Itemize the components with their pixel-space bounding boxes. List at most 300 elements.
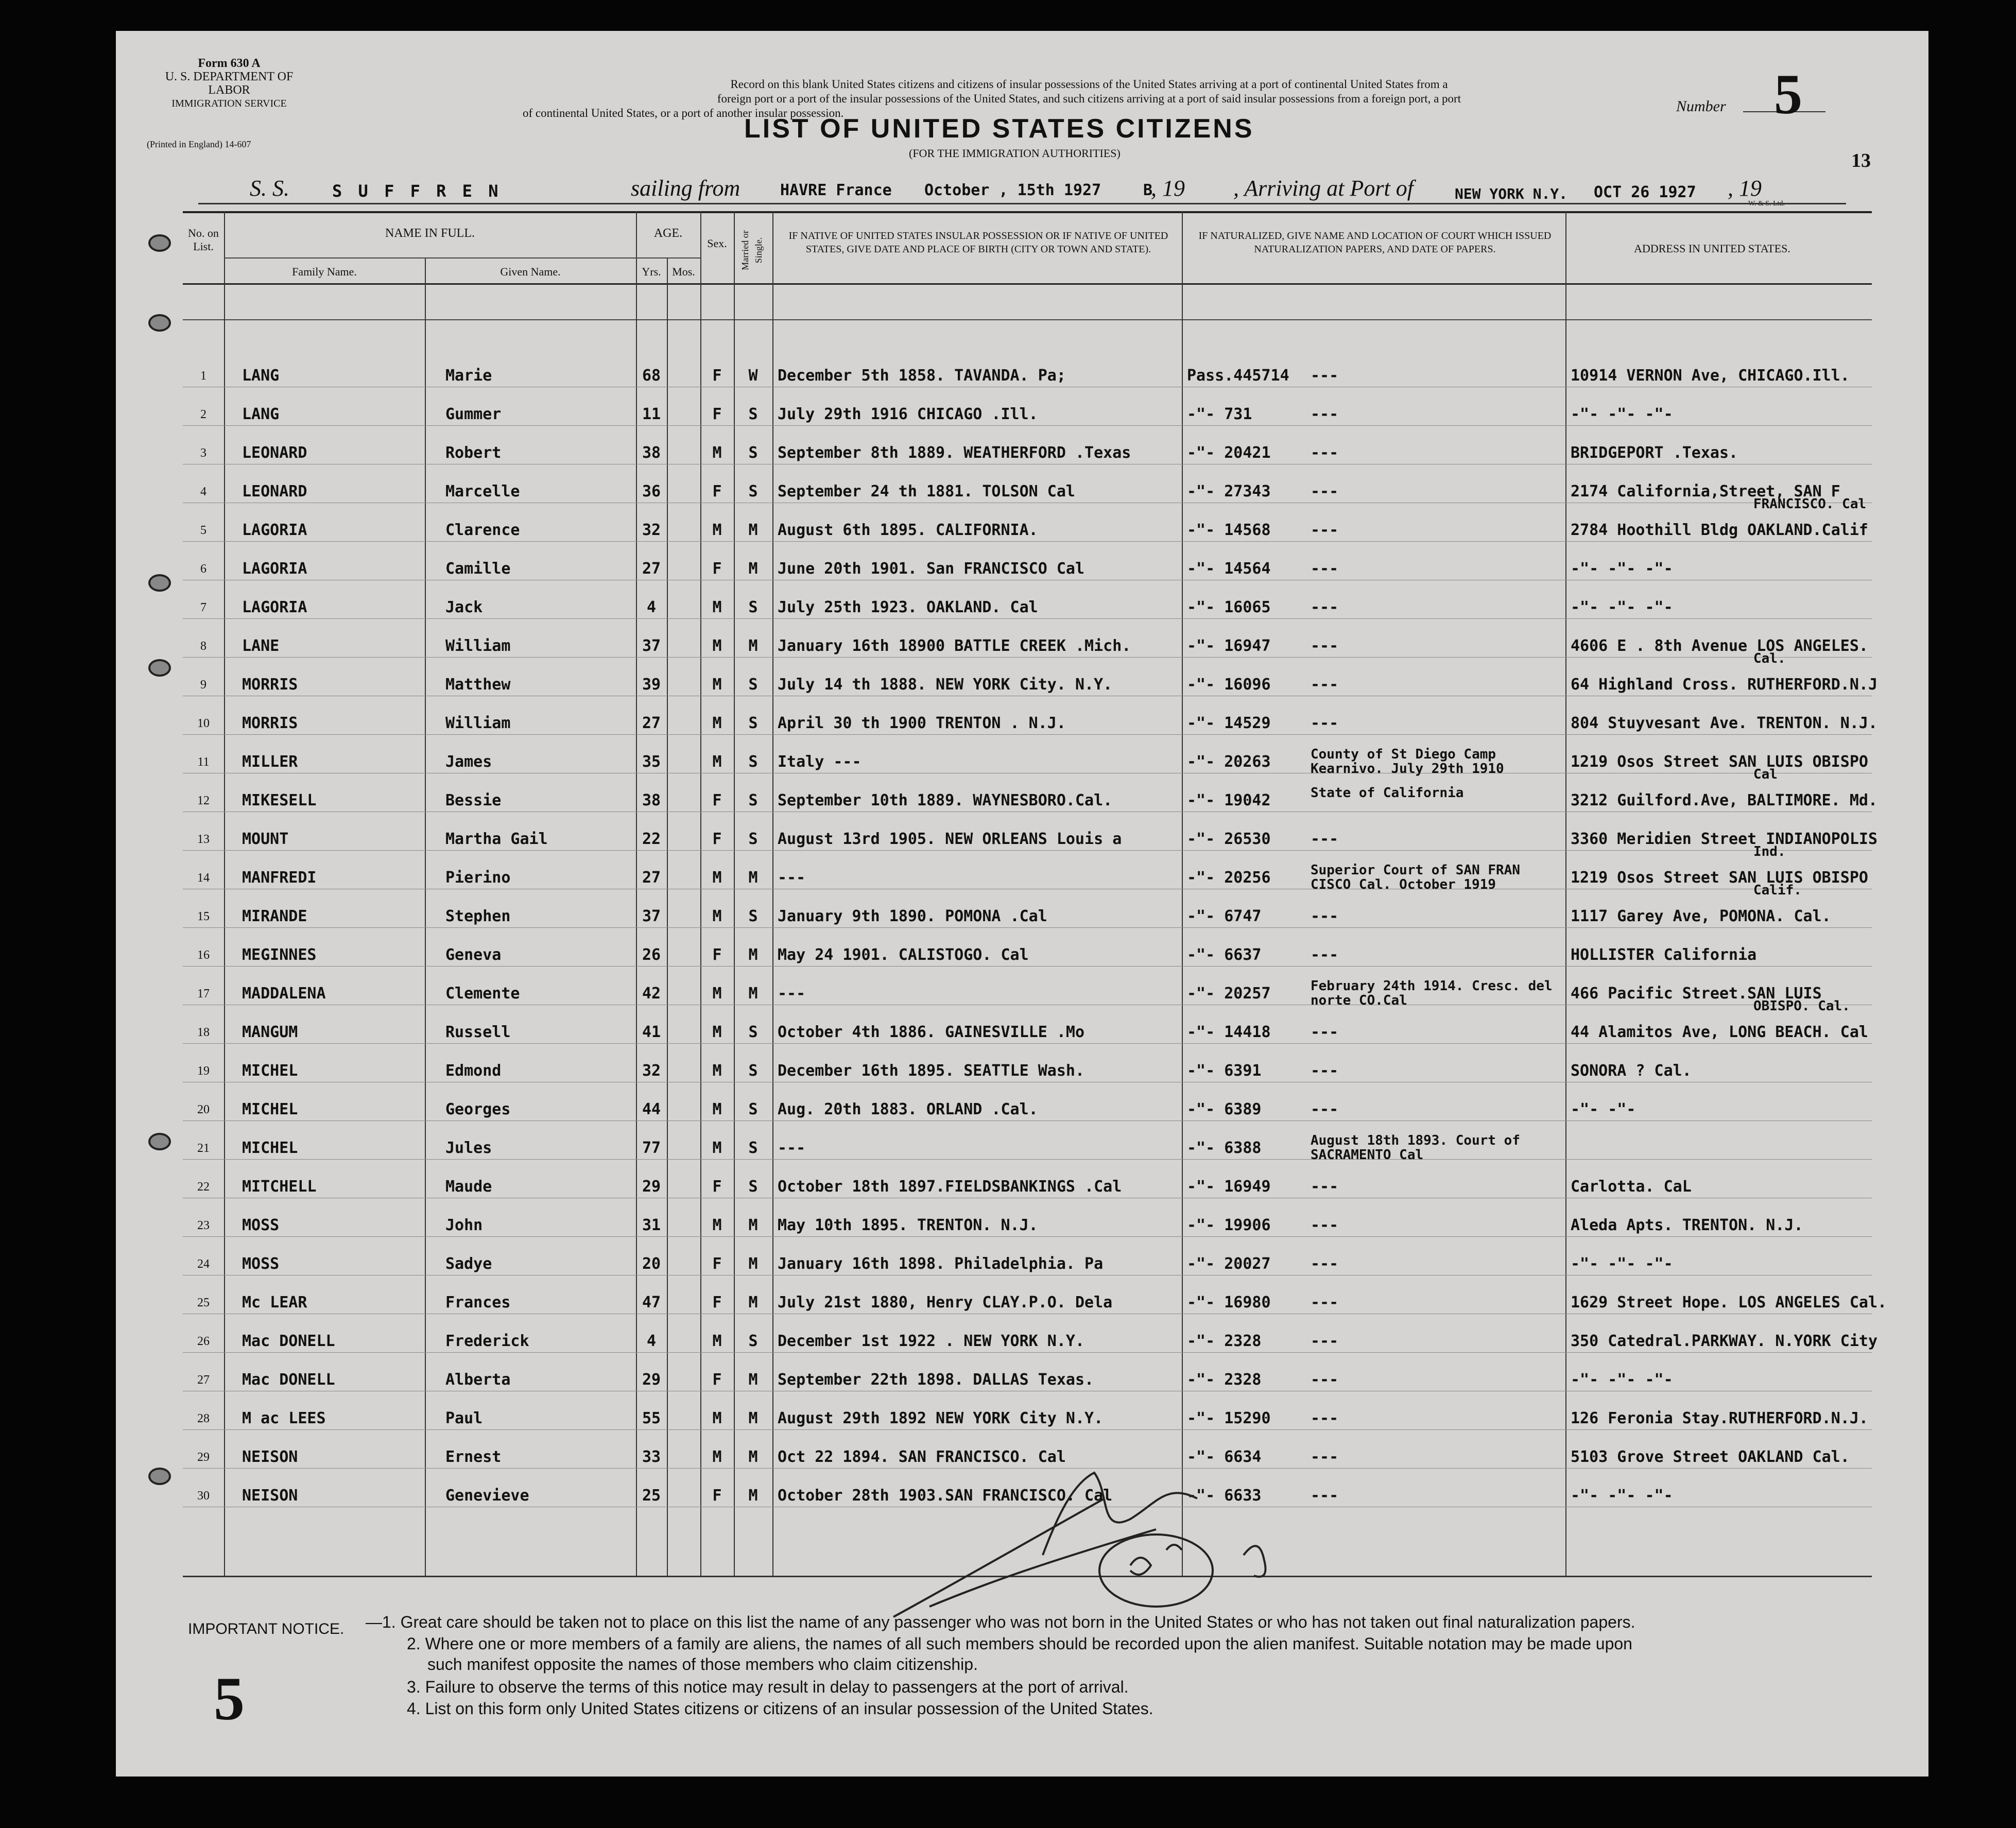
birth-info: September 8th 1889. WEATHERFORD .Texas (778, 444, 1131, 462)
marital-status: S (748, 1100, 758, 1118)
given-name: Clarence (445, 521, 520, 539)
address: 466 Pacific Street.SAN LUIS (1571, 985, 1822, 1003)
marital-status: S (748, 1023, 758, 1041)
naturalization-court: --- (1311, 1332, 1339, 1350)
naturalization-court: --- (1311, 1487, 1339, 1505)
birth-info: August 29th 1892 NEW YORK City N.Y. (778, 1409, 1104, 1427)
row-number: 14 (197, 871, 210, 885)
sex: F (712, 1371, 722, 1389)
marital-status: M (748, 946, 758, 964)
given-name: Frances (445, 1294, 511, 1312)
birth-info: September 10th 1889. WAYNESBORO.Cal. (778, 791, 1113, 809)
manifest-page (116, 31, 1928, 1777)
birth-info: August 13rd 1905. NEW ORLEANS Louis a (778, 830, 1122, 848)
certificate-number: -"- 14418 (1187, 1023, 1271, 1041)
address: 10914 VERNON Ave, CHICAGO.Ill. (1571, 367, 1850, 385)
sex: F (712, 367, 722, 385)
given-name: Clemente (445, 985, 520, 1003)
address: 5103 Grove Street OAKLAND Cal. (1571, 1448, 1850, 1466)
marital-status: M (748, 637, 758, 655)
birth-info: January 16th 18900 BATTLE CREEK .Mich. (778, 637, 1131, 655)
address: -"- -"- -"- (1571, 405, 1673, 423)
row-rule (183, 850, 1872, 851)
given-name: John (445, 1216, 483, 1234)
given-name: Robert (445, 444, 502, 462)
given-name: William (445, 637, 511, 655)
marital-status: S (748, 1178, 758, 1196)
address: 4606 E . 8th Avenue LOS ANGELES. (1571, 637, 1868, 655)
given-name: Matthew (445, 676, 511, 694)
number-value: 5 (1774, 63, 1802, 126)
naturalization-court: --- (1311, 521, 1339, 539)
age-years: 36 (642, 482, 661, 501)
age-years: 35 (642, 753, 661, 771)
marital-status: M (748, 1409, 758, 1427)
col-head-mos: Mos. (672, 265, 695, 278)
family-name: MEGINNES (242, 946, 317, 964)
department: U. S. DEPARTMENT OF LABOR (165, 70, 294, 97)
naturalization-court: State of California (1311, 785, 1464, 801)
age-years: 39 (642, 676, 661, 694)
marital-status: M (748, 1371, 758, 1389)
binder-hole (148, 659, 171, 677)
certificate-number: -"- 6634 (1187, 1448, 1262, 1466)
col-divider-no (224, 211, 225, 1576)
row-rule (183, 966, 1872, 967)
naturalization-court: --- (1311, 714, 1339, 732)
family-name: MICHEL (242, 1062, 298, 1080)
address: -"- -"- -"- (1571, 598, 1673, 616)
form-title: LIST OF UNITED STATES CITIZENS (744, 114, 1254, 144)
address: -"- -"- -"- (1571, 560, 1673, 578)
age-years: 44 (642, 1100, 661, 1118)
birth-info: May 10th 1895. TRENTON. N.J. (778, 1216, 1038, 1234)
sex: M (712, 985, 722, 1003)
col-head-sex: Sex. (707, 237, 727, 250)
certificate-number: -"- 20263 (1187, 753, 1271, 771)
sailing-date: October , 15th 1927 (924, 181, 1101, 199)
sex: F (712, 1178, 722, 1196)
naturalization-court: --- (1311, 830, 1339, 848)
row-rule (183, 657, 1872, 658)
row-number: 25 (197, 1296, 210, 1309)
row-number: 12 (197, 794, 210, 807)
notice-item-2b: such manifest opposite the names of those members who claim citizenship. (427, 1655, 978, 1674)
row-number: 9 (200, 678, 206, 692)
family-name: Mac DONELL (242, 1371, 335, 1389)
family-name: LAGORIA (242, 521, 307, 539)
page-stamp: 13 (1851, 150, 1871, 171)
marital-status: S (748, 753, 758, 771)
row-rule (183, 425, 1872, 426)
address: 1219 Osos Street SAN LUIS OBISPO (1571, 753, 1868, 771)
certificate-number: -"- 20027 (1187, 1255, 1271, 1273)
certificate-number: -"- 6391 (1187, 1062, 1262, 1080)
address: 64 Highland Cross. RUTHERFORD.N.J (1571, 676, 1878, 694)
address: -"- -"- -"- (1571, 1487, 1673, 1505)
certificate-number: -"- 2328 (1187, 1371, 1262, 1389)
address: 44 Alamitos Ave, LONG BEACH. Cal (1571, 1023, 1868, 1041)
naturalization-court: --- (1311, 1409, 1339, 1427)
service: IMMIGRATION SERVICE (171, 98, 287, 109)
address: 2174 California,Street, SAN F (1571, 482, 1840, 501)
family-name: LANG (242, 367, 280, 385)
row-number: 18 (197, 1026, 210, 1039)
row-number: 10 (197, 717, 210, 730)
marital-status: S (748, 714, 758, 732)
family-name: MIKESELL (242, 791, 317, 809)
marital-status: M (748, 985, 758, 1003)
col-divider-mos (700, 211, 701, 1576)
sex: M (712, 1023, 722, 1041)
family-name: MIRANDE (242, 907, 307, 925)
marital-status: S (748, 405, 758, 423)
row-number: 13 (197, 833, 210, 846)
address: HOLLISTER California (1571, 946, 1757, 964)
given-name: Sadye (445, 1255, 492, 1273)
certificate-number: -"- 20256 (1187, 869, 1271, 887)
age-years: 42 (642, 985, 661, 1003)
birth-info: October 28th 1903.SAN FRANCISCO. Cal (778, 1487, 1113, 1505)
col-head-family: Family Name. (292, 265, 357, 278)
row-rule (183, 734, 1872, 735)
row-rule (183, 1159, 1872, 1160)
col-head-married: Married or Single. (740, 230, 764, 270)
naturalization-court: --- (1311, 1371, 1339, 1389)
address: -"- -"- -"- (1571, 1255, 1673, 1273)
row-number: 28 (197, 1412, 210, 1425)
age-years: 22 (642, 830, 661, 848)
marital-status: S (748, 1062, 758, 1080)
given-name: William (445, 714, 511, 732)
certificate-number: -"- 14529 (1187, 714, 1271, 732)
given-name: Frederick (445, 1332, 529, 1350)
family-name: LANG (242, 405, 280, 423)
table-subheader-border (183, 319, 1872, 320)
printed-note: (Printed in England) 14-607 (147, 139, 251, 149)
sex: M (712, 869, 722, 887)
row-number: 15 (197, 910, 210, 923)
given-name: Stephen (445, 907, 511, 925)
naturalization-court: --- (1311, 1216, 1339, 1234)
birth-info: January 9th 1890. POMONA .Cal (778, 907, 1047, 925)
family-name: MICHEL (242, 1139, 298, 1157)
binder-hole (148, 1468, 171, 1485)
naturalization-court: --- (1311, 1448, 1339, 1466)
certificate-number: -"- 19042 (1187, 791, 1271, 809)
sex: F (712, 482, 722, 501)
given-name: Genevieve (445, 1487, 529, 1505)
age-years: 37 (642, 907, 661, 925)
sailing-label: sailing from (631, 176, 740, 201)
address: SONORA ? Cal. (1571, 1062, 1692, 1080)
birth-info: May 24 1901. CALISTOGO. Cal (778, 946, 1029, 964)
certificate-number: -"- 14568 (1187, 521, 1271, 539)
marital-status: M (748, 1255, 758, 1273)
family-name: MOSS (242, 1216, 280, 1234)
sex: F (712, 830, 722, 848)
birth-info: January 16th 1898. Philadelphia. Pa (778, 1255, 1104, 1273)
given-name: Bessie (445, 791, 502, 809)
family-name: LAGORIA (242, 598, 307, 616)
given-name: Paul (445, 1409, 483, 1427)
sex: F (712, 1487, 722, 1505)
voyage-line (198, 203, 1846, 204)
sex: M (712, 521, 722, 539)
age-years: 4 (646, 598, 657, 616)
naturalization-court: Superior Court of SAN FRAN CISCO Cal. October 1919 (1311, 863, 1520, 892)
sex: M (712, 1139, 722, 1157)
given-name: Camille (445, 560, 511, 578)
given-name: Marcelle (445, 482, 520, 501)
row-number: 22 (197, 1180, 210, 1194)
given-name: Marie (445, 367, 492, 385)
col-divider-naturalized (1565, 211, 1566, 1576)
marital-status: M (748, 1448, 758, 1466)
table-top-border (183, 211, 1872, 213)
naturalization-court: --- (1311, 1294, 1339, 1312)
address-continued: OBISPO. Cal. (1753, 998, 1850, 1014)
age-years: 31 (642, 1216, 661, 1234)
address-continued: Cal (1753, 767, 1778, 782)
col-head-no: No. on List. (188, 227, 219, 253)
family-name: MITCHELL (242, 1178, 317, 1196)
family-name: M ac LEES (242, 1409, 326, 1427)
family-name: MORRIS (242, 676, 298, 694)
row-number: 8 (200, 640, 206, 653)
birth-info: Italy --- (778, 753, 861, 771)
age-years: 32 (642, 1062, 661, 1080)
marital-status: S (748, 598, 758, 616)
birth-info: --- (778, 985, 806, 1003)
sex: M (712, 598, 722, 616)
marital-status: S (748, 907, 758, 925)
sex: M (712, 1409, 722, 1427)
marital-status: M (748, 521, 758, 539)
col-head-yrs: Yrs. (642, 265, 661, 278)
certificate-number: -"- 6388 (1187, 1139, 1262, 1157)
birth-info: December 16th 1895. SEATTLE Wash. (778, 1062, 1085, 1080)
number-label: Number (1676, 98, 1726, 115)
naturalization-court: --- (1311, 560, 1339, 578)
family-name: NEISON (242, 1448, 298, 1466)
certificate-number: -"- 20257 (1187, 985, 1271, 1003)
col-head-name: NAME IN FULL. (385, 227, 475, 240)
inspector-signature (888, 1452, 1352, 1637)
year-label-1: , 19 (1151, 176, 1185, 201)
certificate-number: -"- 6389 (1187, 1100, 1262, 1118)
certificate-number: -"- 6637 (1187, 946, 1262, 964)
col-divider-ms (772, 211, 773, 1576)
age-years: 41 (642, 1023, 661, 1041)
given-name: Maude (445, 1178, 492, 1196)
family-name: MANGUM (242, 1023, 298, 1041)
certificate-number: -"- 26530 (1187, 830, 1271, 848)
age-years: 29 (642, 1371, 661, 1389)
family-name: MANFREDI (242, 869, 317, 887)
given-name: Martha Gail (445, 830, 548, 848)
notice-item-1: —1. Great care should be taken not to place on this list the name of any passenger who was not born in the United States or who has not taken out final naturalization papers. (366, 1613, 1635, 1631)
row-number: 20 (197, 1103, 210, 1116)
given-name: Ernest (445, 1448, 502, 1466)
age-years: 25 (642, 1487, 661, 1505)
naturalization-court: --- (1311, 482, 1339, 501)
b-mark: B (1143, 181, 1153, 199)
binder-hole (148, 1133, 171, 1150)
sex: F (712, 560, 722, 578)
row-number: 3 (200, 446, 206, 460)
arriving-label: , Arriving at Port of (1233, 176, 1414, 201)
birth-info: September 22th 1898. DALLAS Texas. (778, 1371, 1094, 1389)
table-header-border (183, 283, 1872, 285)
family-name: MOSS (242, 1255, 280, 1273)
address-continued: Ind. (1753, 844, 1786, 859)
sex: M (712, 753, 722, 771)
marital-status: M (748, 560, 758, 578)
marital-status: W (748, 367, 758, 385)
sailing-port: HAVRE France (780, 181, 892, 199)
certificate-number: Pass.445714 (1187, 367, 1289, 385)
age-years: 11 (642, 405, 661, 423)
sex: F (712, 1255, 722, 1273)
certificate-number: -"- 6747 (1187, 907, 1262, 925)
marital-status: M (748, 1216, 758, 1234)
age-years: 33 (642, 1448, 661, 1466)
year-label-2: , 19 (1728, 176, 1762, 201)
certificate-number: -"- 27343 (1187, 482, 1271, 501)
col-head-birth: IF NATIVE OF UNITED STATES INSULAR POSSESSION OR IF NATIVE OF UNITED STATES, GIVE DATE AND PLACE OF BIRTH (CITY OR TOWN AND STATE). (788, 230, 1168, 255)
sex: M (712, 1448, 722, 1466)
birth-info: October 18th 1897.FIELDSBANKINGS .Cal (778, 1178, 1122, 1196)
certificate-number: -"- 14564 (1187, 560, 1271, 578)
marital-status: S (748, 676, 758, 694)
ship-name: S U F F R E N (332, 181, 502, 201)
row-number: 29 (197, 1451, 210, 1464)
row-rule (183, 541, 1872, 542)
age-years: 27 (642, 869, 661, 887)
naturalization-court: --- (1311, 1100, 1339, 1118)
age-years: 32 (642, 521, 661, 539)
sex: M (712, 676, 722, 694)
form-subtitle: (FOR THE IMMIGRATION AUTHORITIES) (909, 147, 1121, 160)
sex: F (712, 405, 722, 423)
address-continued: Calif. (1753, 883, 1802, 898)
age-years: 20 (642, 1255, 661, 1273)
family-name: NEISON (242, 1487, 298, 1505)
row-number: 26 (197, 1335, 210, 1348)
naturalization-court: --- (1311, 444, 1339, 462)
address: 1629 Street Hope. LOS ANGELES Cal. (1571, 1294, 1887, 1312)
marital-status: S (748, 444, 758, 462)
given-name: Russell (445, 1023, 511, 1041)
certificate-number: -"- 16096 (1187, 676, 1271, 694)
birth-info: July 25th 1923. OAKLAND. Cal (778, 598, 1038, 616)
naturalization-court: --- (1311, 676, 1339, 694)
given-name: Alberta (445, 1371, 511, 1389)
address: 1117 Garey Ave, POMONA. Cal. (1571, 907, 1831, 925)
arriving-port: NEW YORK N.Y. (1455, 185, 1568, 202)
sex: M (712, 1216, 722, 1234)
sex: M (712, 907, 722, 925)
family-name: MICHEL (242, 1100, 298, 1118)
certificate-number: -"- 16980 (1187, 1294, 1271, 1312)
record-line-1: Record on this blank United States citizens and citizens of insular possessions of the United States arriving at a port of continental United States from a (730, 78, 1448, 91)
given-name: Edmond (445, 1062, 502, 1080)
marital-status: S (748, 1332, 758, 1350)
birth-info: July 29th 1916 CHICAGO .Ill. (778, 405, 1038, 423)
col-head-address: ADDRESS IN UNITED STATES. (1634, 242, 1790, 255)
family-name: LEONARD (242, 444, 307, 462)
birth-info: October 4th 1886. GAINESVILLE .Mo (778, 1023, 1085, 1041)
binder-hole (148, 314, 171, 332)
row-rule (183, 1120, 1872, 1121)
address: 126 Feronia Stay.RUTHERFORD.N.J. (1571, 1409, 1868, 1427)
marital-status: M (748, 869, 758, 887)
row-number: 19 (197, 1064, 210, 1078)
marital-status: S (748, 830, 758, 848)
sex: F (712, 791, 722, 809)
sex: F (712, 1294, 722, 1312)
marital-status: S (748, 482, 758, 501)
sheet-number: 5 (214, 1664, 245, 1733)
certificate-number: -"- 2328 (1187, 1332, 1262, 1350)
birth-info: July 14 th 1888. NEW YORK City. N.Y. (778, 676, 1113, 694)
row-rule (183, 1352, 1872, 1353)
row-rule (183, 1043, 1872, 1044)
family-name: LEONARD (242, 482, 307, 501)
naturalization-court: August 18th 1893. Court of SACRAMENTO Cal (1311, 1133, 1520, 1163)
certificate-number: -"- 20421 (1187, 444, 1271, 462)
age-years: 77 (642, 1139, 661, 1157)
row-number: 5 (200, 524, 206, 537)
age-years: 27 (642, 560, 661, 578)
address: 350 Catedral.PARKWAY. N.YORK City (1571, 1332, 1878, 1350)
name-age-subline (224, 257, 700, 258)
sex: M (712, 637, 722, 655)
naturalization-court: --- (1311, 637, 1339, 655)
sex: M (712, 714, 722, 732)
birth-info: December 5th 1858. TAVANDA. Pa; (778, 367, 1066, 385)
row-rule (183, 927, 1872, 928)
naturalization-court: --- (1311, 907, 1339, 925)
notice-item-4: 4. List on this form only United States citizens or citizens of an insular possession of the United States. (407, 1699, 1153, 1718)
record-line-2: foreign port or a port of the insular possessions of the United States, and such citizens arriving at a port of said insular possessions from a foreign port, a port (717, 92, 1461, 105)
address: 804 Stuyvesant Ave. TRENTON. N.J. (1571, 714, 1878, 732)
row-number: 11 (197, 755, 210, 769)
given-name: Gummer (445, 405, 502, 423)
row-number: 23 (197, 1219, 210, 1232)
col-divider-family (425, 257, 426, 1576)
row-number: 4 (200, 485, 206, 498)
col-divider-yrs (667, 257, 668, 1576)
row-number: 24 (197, 1257, 210, 1271)
address: BRIDGEPORT .Texas. (1571, 444, 1738, 462)
address: 2784 Hoothill Bldg OAKLAND.Calif (1571, 521, 1868, 539)
certificate-number: -"- 15290 (1187, 1409, 1271, 1427)
family-name: LAGORIA (242, 560, 307, 578)
form-header-left (147, 57, 312, 110)
age-years: 38 (642, 444, 661, 462)
form-number: Form 630 A (198, 57, 261, 70)
address: 3360 Meridien Street INDIANOPOLIS (1571, 830, 1878, 848)
row-number: 2 (200, 408, 206, 421)
notice-item-3: 3. Failure to observe the terms of this notice may result in delay to passengers at the port of arrival. (407, 1678, 1129, 1696)
naturalization-court: --- (1311, 1178, 1339, 1196)
notice-heading: IMPORTANT NOTICE. (188, 1620, 344, 1637)
address-continued: FRANCISCO. Cal (1753, 496, 1867, 512)
certificate-number: -"- 6633 (1187, 1487, 1262, 1505)
address: 3212 Guilford.Ave, BALTIMORE. Md. (1571, 791, 1878, 809)
